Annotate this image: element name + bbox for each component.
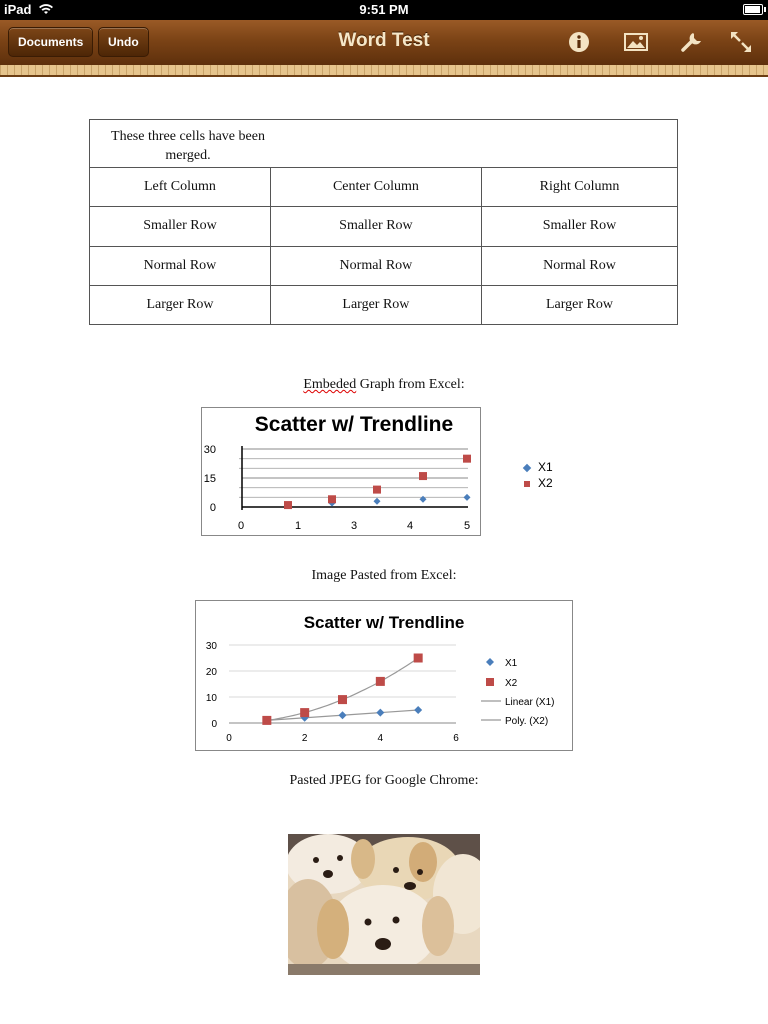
- data-point: [376, 677, 385, 686]
- table-cell[interactable]: Larger Row: [90, 285, 271, 324]
- legend-label: X1: [505, 658, 518, 669]
- y-tick-label: 0: [211, 719, 217, 730]
- legend-label: Poly. (X2): [505, 716, 549, 727]
- y-tick-label: 30: [205, 641, 217, 652]
- merged-cell-text: These three cells have been merged.: [111, 129, 265, 163]
- battery-icon: [743, 4, 763, 15]
- ruler[interactable]: [0, 65, 768, 77]
- undo-button[interactable]: Undo: [98, 27, 149, 57]
- legend-label: X2: [538, 476, 553, 490]
- x-tick-label: 0: [237, 520, 245, 532]
- table-cell[interactable]: Smaller Row: [481, 207, 677, 246]
- legend-label: X2: [505, 678, 518, 689]
- data-point: [420, 496, 427, 503]
- table-cell[interactable]: Smaller Row: [90, 207, 271, 246]
- x-tick-label: 0: [226, 733, 232, 744]
- table-cell[interactable]: Left Column: [90, 168, 271, 207]
- table-cell[interactable]: Normal Row: [481, 246, 677, 285]
- table-cell[interactable]: Normal Row: [90, 246, 271, 285]
- table-cell[interactable]: Smaller Row: [270, 207, 481, 246]
- x-tick-label: 4: [406, 520, 414, 532]
- caption-text: Graph from Excel:: [356, 377, 465, 392]
- data-point: [464, 494, 471, 501]
- x-tick-label: 5: [463, 520, 471, 532]
- data-point: [414, 706, 422, 714]
- data-point: [373, 486, 381, 494]
- x-tick-label: 2: [301, 733, 308, 744]
- y-tick-label: 10: [205, 693, 217, 704]
- status-time: 9:51 PM: [359, 2, 409, 17]
- data-point: [376, 709, 384, 717]
- data-point: [486, 658, 494, 666]
- y-tick-label: 15: [203, 473, 216, 485]
- y-tick-label: 20: [205, 667, 217, 678]
- data-point: [414, 654, 423, 663]
- y-tick-label: 0: [209, 502, 216, 514]
- x-tick-label: 4: [377, 733, 384, 744]
- embedded-graph-caption[interactable]: [0, 377, 768, 393]
- legend-item: [524, 476, 553, 492]
- legend-label: Linear (X1): [505, 697, 555, 708]
- document-table[interactable]: [89, 119, 678, 325]
- chart-title: Scatter w/ Trendline: [254, 413, 454, 436]
- pasted-scatter-chart[interactable]: [195, 600, 573, 751]
- x-tick-label: 1: [294, 520, 302, 532]
- data-point: [339, 711, 347, 719]
- toolbar: [0, 20, 768, 65]
- y-tick-label: 30: [203, 444, 216, 456]
- data-point: [338, 695, 347, 704]
- table-cell[interactable]: Center Column: [270, 168, 481, 207]
- data-point: [374, 498, 381, 505]
- image-icon[interactable]: [623, 29, 649, 55]
- fullscreen-icon[interactable]: [728, 29, 754, 55]
- documents-button[interactable]: Documents: [8, 27, 93, 57]
- data-point: [300, 708, 309, 717]
- info-icon[interactable]: [566, 29, 592, 55]
- table-cell[interactable]: Larger Row: [270, 285, 481, 324]
- wrench-icon[interactable]: [679, 29, 705, 55]
- diamond-marker-icon: [523, 464, 531, 472]
- document-title: Word Test: [338, 30, 430, 51]
- data-point: [262, 716, 271, 725]
- carrier-label: iPad: [4, 2, 32, 17]
- data-point: [463, 455, 471, 463]
- x-tick-label: 3: [350, 520, 358, 532]
- data-point: [328, 495, 336, 503]
- jpeg-caption: Pasted JPEG for Google Chrome:: [289, 773, 479, 788]
- chart-title: Scatter w/ Trendline: [303, 613, 465, 632]
- x-tick-label: 6: [453, 733, 459, 744]
- misspelled-word[interactable]: Embeded: [303, 377, 357, 392]
- embedded-chart-legend: [524, 460, 553, 492]
- data-point: [419, 472, 427, 480]
- legend-label: X1: [538, 460, 553, 474]
- embedded-scatter-chart[interactable]: [201, 407, 481, 536]
- table-cell[interactable]: Larger Row: [481, 285, 677, 324]
- legend-item: [524, 460, 553, 476]
- pasted-image-caption: Image Pasted from Excel:: [311, 568, 457, 583]
- table-cell[interactable]: Right Column: [481, 168, 677, 207]
- table-cell[interactable]: Normal Row: [270, 246, 481, 285]
- data-point: [284, 501, 292, 509]
- data-point: [486, 678, 494, 686]
- square-marker-icon: [524, 481, 530, 487]
- status-bar: [0, 0, 768, 20]
- merged-cell[interactable]: [90, 120, 678, 168]
- puppies-image[interactable]: [288, 834, 480, 975]
